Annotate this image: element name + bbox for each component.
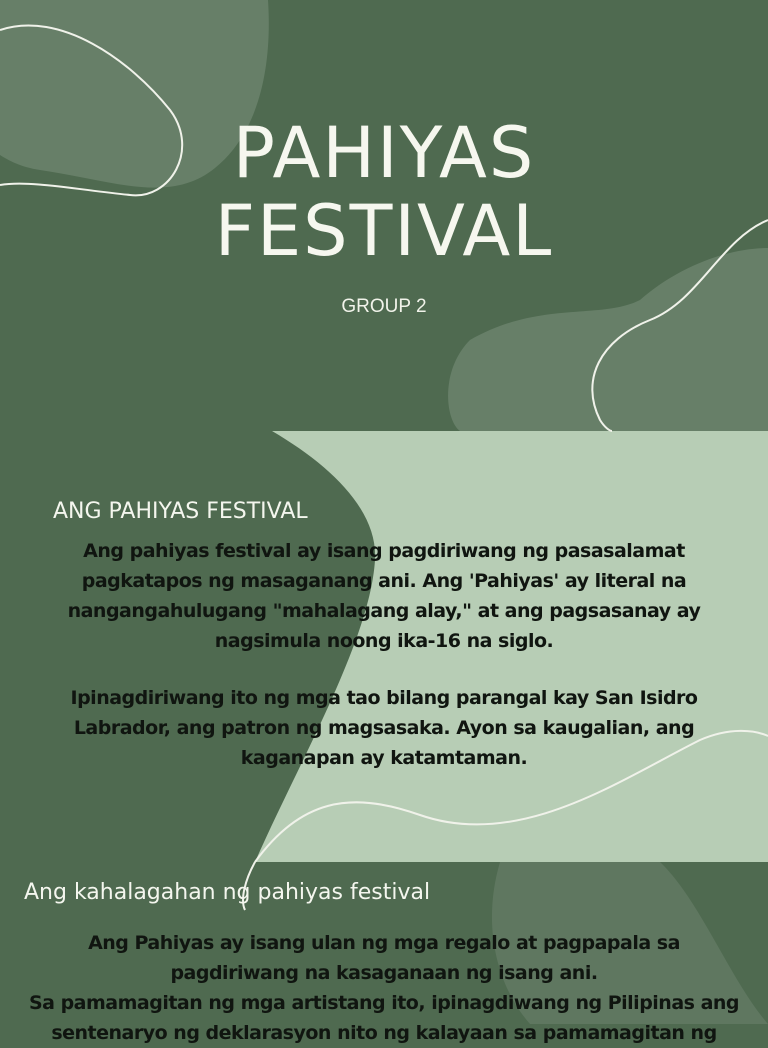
- title-line-1: PAHIYAS: [232, 112, 536, 194]
- title-line-2: FESTIVAL: [214, 190, 554, 272]
- paragraph-line: Ang Pahiyas ay isang ulan ng mga regalo at pagpapala sa: [88, 932, 680, 954]
- paragraph-line: kaganapan ay katamtaman.: [240, 747, 528, 769]
- section1-heading: ANG PAHIYAS FESTIVAL: [53, 499, 308, 524]
- section1-paragraph1: [0, 536, 768, 656]
- paragraph-line: pagdiriwang na kasaganaan ng isang ani.: [170, 962, 598, 984]
- paragraph-line: sentenaryo ng deklarasyon nito ng kalayaan sa pamamagitan ng: [51, 1022, 717, 1044]
- section1-paragraph2: [0, 683, 768, 773]
- paragraph-line: nangangahulugang "mahalagang alay," at ang pagsasanay ay: [67, 600, 701, 622]
- paragraph-line: Ang pahiyas festival ay isang pagdiriwang ng pasasalamat: [83, 540, 685, 562]
- right-blob: [448, 248, 768, 431]
- section2-heading: Ang kahalagahan ng pahiyas festival: [24, 880, 431, 905]
- subtitle: GROUP 2: [341, 296, 427, 317]
- paragraph-line: pagkatapos ng masaganang ani. Ang 'Pahiyas' ay literal na: [81, 570, 687, 592]
- paragraph-line: Labrador, ang patron ng magsasaka. Ayon sa kaugalian, ang: [73, 717, 695, 739]
- paragraph-line: Ipinagdiriwang ito ng mga tao bilang parangal kay San Isidro: [70, 687, 698, 709]
- paragraph-line: Sa pamamagitan ng mga artistang ito, ipinagdiwang ng Pilipinas ang: [28, 992, 740, 1014]
- paragraph-line: nagsimula noong ika-16 na siglo.: [214, 630, 554, 652]
- section2-paragraph: [0, 928, 768, 1048]
